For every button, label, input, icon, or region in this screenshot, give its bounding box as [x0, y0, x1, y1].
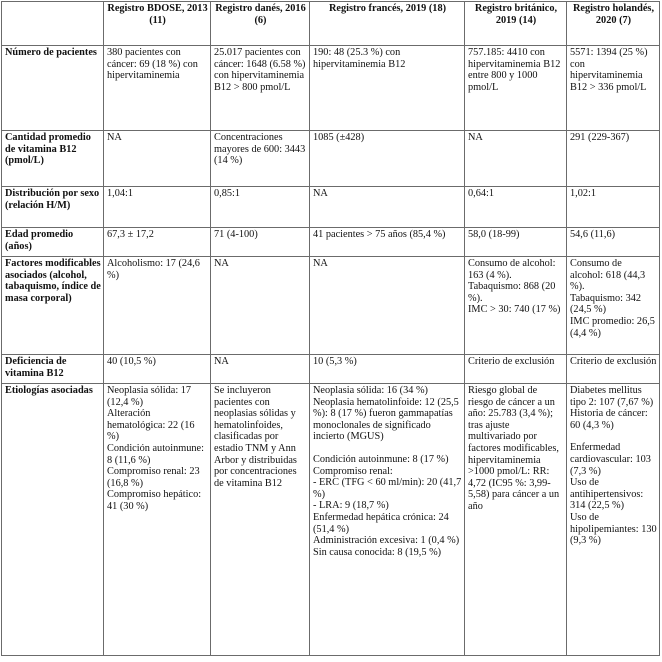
etiologias-frances-spacer: [313, 443, 462, 454]
header-britanico: Registro británico, 2019 (14): [465, 2, 567, 46]
cell-factores-danes: NA: [211, 257, 310, 355]
cell-etiologias-frances: [310, 384, 465, 656]
etiologias-frances-administracion: Administración excesiva: 1 (0,4 %): [313, 535, 460, 547]
cell-pacientes-holandes: 5571: 1394 (25 %) con hipervitaminemia B12 > 336 pmol/L: [567, 46, 660, 131]
cell-factores-bdose: Alcoholismo: 17 (24,6 %): [104, 257, 211, 355]
cell-deficiencia-danes: NA: [211, 355, 310, 384]
cell-etiologias-bdose: [104, 384, 211, 656]
cell-cantidad-bdose: NA: [104, 131, 211, 187]
row-etiologias: [2, 384, 660, 656]
cell-sexo-bdose: 1,04:1: [104, 187, 211, 228]
header-holandes: Registro holandés, 2020 (7): [567, 2, 660, 46]
cell-deficiencia-frances: 10 (5,3 %): [310, 355, 465, 384]
header-bdose: Registro BDOSE, 2013 (11): [104, 2, 211, 46]
cell-sexo-frances: NA: [310, 187, 465, 228]
etiologias-frances-hepatica: Enfermedad hepática crónica: 24 (51,4 %): [313, 511, 449, 535]
cell-sexo-britanico: 0,64:1: [465, 187, 567, 228]
row-pacientes: [2, 46, 660, 131]
header-frances: Registro francés, 2019 (18): [310, 2, 465, 46]
row-label-sexo: Distribución por sexo (relación H/M): [2, 187, 104, 228]
etiologias-holandes-cancer: Historia de cáncer: 60 (4,3 %): [570, 408, 648, 431]
cell-sexo-danes: 0,85:1: [211, 187, 310, 228]
cell-factores-frances: NA: [310, 257, 465, 355]
factores-holandes-alcohol: Consumo de alcohol: 618 (44,3 %).: [570, 258, 646, 293]
etiologias-bdose-hepatico: Compromiso hepático: 41 (30 %): [107, 489, 202, 512]
header-danes: Registro danés, 2016 (6): [211, 2, 310, 46]
cell-etiologias-danes: Se incluyeron pacientes con neoplasias sólidas y hematolinfoides, clasificadas por estadio TNM y Ann Arbor y distribuidas por concentraciones de vitamina B12: [211, 384, 310, 656]
cell-factores-holandes: [567, 257, 660, 355]
cell-cantidad-britanico: NA: [465, 131, 567, 187]
factores-britanico-tabaquismo: Tabaquismo: 868 (20 %).: [468, 281, 556, 304]
etiologias-frances-sin-causa: Sin causa conocida: 8 (19,5 %): [313, 546, 442, 558]
row-factores: [2, 257, 660, 355]
cell-edad-holandes: 54,6 (11,6): [567, 228, 660, 257]
cell-pacientes-bdose: 380 pacientes con cáncer: 69 (18 %) con hipervitaminemia: [104, 46, 211, 131]
cell-cantidad-danes: Concentraciones mayores de 600: 3443 (14 %): [211, 131, 310, 187]
factores-britanico-imc: IMC > 30: 740 (17 %): [468, 304, 561, 316]
cell-sexo-holandes: 1,02:1: [567, 187, 660, 228]
row-label-etiologias: Etiologías asociadas: [2, 384, 104, 656]
row-label-edad: Edad promedio (años): [2, 228, 104, 257]
etiologias-holandes-hipolipemiantes: Uso de hipolipemiantes: 130 (9,3 %): [570, 511, 657, 547]
cell-factores-britanico: [465, 257, 567, 355]
row-edad: [2, 228, 660, 257]
etiologias-frances-renal: Compromiso renal:: [313, 465, 393, 477]
cell-etiologias-holandes: [567, 384, 660, 656]
factores-holandes-imc: IMC promedio: 26,5 (4,4 %): [570, 315, 655, 339]
etiologias-holandes-spacer: [570, 431, 657, 442]
header-row: [2, 2, 660, 46]
etiologias-frances-lra: - LRA: 9 (18,7 %): [313, 500, 389, 512]
etiologias-bdose-renal: Compromiso renal: 23 (16,8 %): [107, 466, 200, 489]
row-label-factores: Factores modificables asociados (alcohol, tabaquismo, índice de masa corporal): [2, 257, 104, 355]
cell-pacientes-frances: 190: 48 (25.3 %) con hipervitaminemia B12: [310, 46, 465, 131]
etiologias-frances-autoinmune: Condición autoinmune: 8 (17 %): [313, 453, 449, 465]
etiologias-holandes-diabetes: Diabetes mellitus tipo 2: 107 (7,67 %): [570, 385, 654, 408]
cell-pacientes-britanico: 757.185: 4410 con hipervitaminemia B12 entre 800 y 1000 pmol/L: [465, 46, 567, 131]
etiologias-bdose-hematologica: Alteración hematológica: 22 (16 %): [107, 408, 195, 443]
etiologias-frances-solida: Neoplasia sólida: 16 (34 %): [313, 385, 428, 396]
cell-pacientes-danes: 25.017 pacientes con cáncer: 1648 (6.58 %) con hipervitaminemia B12 > 800 pmol/L: [211, 46, 310, 131]
row-label-deficiencia: Deficiencia de vitamina B12: [2, 355, 104, 384]
cell-deficiencia-holandes: Criterio de exclusión: [567, 355, 660, 384]
etiologias-holandes-cardiovascular: Enfermedad cardiovascular: 103 (7,3 %): [570, 442, 651, 477]
etiologias-bdose-autoinmune: Condición autoinmune: 8 (11,6 %): [107, 442, 204, 466]
cell-edad-frances: 41 pacientes > 75 años (85,4 %): [310, 228, 465, 257]
etiologias-frances-hematolinfoide: Neoplasia hematolinfoide: 12 (25,5 %): 8 (17 %) fueron gammapatías monoclonales de significado incierto (MGUS): [313, 396, 459, 443]
factores-holandes-tabaquismo: Tabaquismo: 342 (24,5 %): [570, 292, 642, 316]
row-sexo: [2, 187, 660, 228]
etiologias-holandes-antihipertensivos: Uso de antihipertensivos: 314 (22,5 %): [570, 477, 644, 512]
cell-edad-britanico: 58,0 (18-99): [465, 228, 567, 257]
cell-etiologias-britanico: Riesgo global de riesgo de cáncer a un año: 25.783 (3,4 %); tras ajuste multivariado por factores modificables, hipervitaminemia >1000 pmol/L: RR: 4,72 (IC95 %: 3,99-5,58) para cáncer a un año: [465, 384, 567, 656]
comparison-table: [1, 1, 660, 656]
row-deficiencia: [2, 355, 660, 384]
row-label-cantidad: Cantidad promedio de vitamina B12 (pmol/L): [2, 131, 104, 187]
cell-edad-bdose: 67,3 ± 17,2: [104, 228, 211, 257]
cell-deficiencia-britanico: Criterio de exclusión: [465, 355, 567, 384]
row-cantidad: [2, 131, 660, 187]
cell-edad-danes: 71 (4-100): [211, 228, 310, 257]
cell-deficiencia-bdose: 40 (10,5 %): [104, 355, 211, 384]
etiologias-bdose-neoplasia: Neoplasia sólida: 17 (12,4 %): [107, 385, 192, 408]
cell-cantidad-frances: 1085 (±428): [310, 131, 465, 187]
row-label-pacientes: Número de pacientes: [2, 46, 104, 131]
factores-britanico-alcohol: Consumo de alcohol: 163 (4 %).: [468, 258, 556, 281]
etiologias-frances-erc: - ERC (TFG < 60 ml/min): 20 (41,7 %): [313, 477, 462, 500]
header-blank: [2, 2, 104, 46]
cell-cantidad-holandes: 291 (229-367): [567, 131, 660, 187]
